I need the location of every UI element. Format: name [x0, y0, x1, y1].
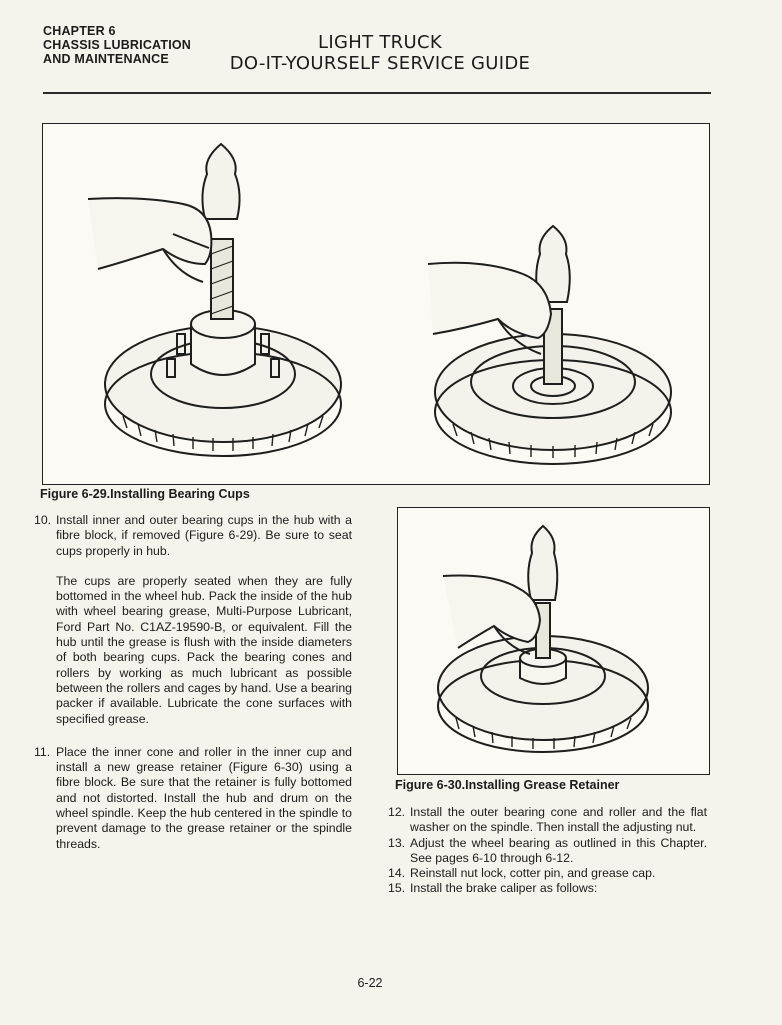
- step-number: 10.: [34, 513, 52, 527]
- header-divider: [43, 92, 711, 94]
- right-column: [388, 805, 707, 897]
- step-13: [388, 836, 707, 867]
- figure-label: Figure 6-30.: [395, 778, 466, 792]
- left-column: [34, 513, 352, 852]
- figure-6-29-illustration: [42, 123, 710, 485]
- figure-title: Installing Grease Retainer: [465, 778, 620, 792]
- figure-6-29-caption: [40, 487, 250, 501]
- guide-line: DO-IT-YOURSELF SERVICE GUIDE: [229, 53, 531, 74]
- step-number: 12.: [388, 805, 406, 819]
- chapter-line: CHASSIS LUBRICATION: [43, 38, 192, 52]
- step-text: Place the inner cone and roller in the inner cup and install a new grease retainer (Figure 6-30) using a fibre block. Be sure that the retainer is fully bottomed and not distorted. Install the hub and drum on the wheel spindle. Keep the hub centered in the spindle to prevent damage to the grease retainer or the spindle threads.: [56, 744, 352, 851]
- figure-6-30-caption: [395, 778, 619, 792]
- grease-retainer-install-drawing: [398, 508, 709, 774]
- step-10: [34, 513, 352, 559]
- bearing-cup-install-drawing: [43, 124, 709, 484]
- step-11: [34, 745, 352, 852]
- step-text: Install the brake caliper as follows:: [410, 881, 598, 896]
- guide-line: LIGHT TRUCK: [318, 32, 442, 53]
- step-text: Adjust the wheel bearing as outlined in this Chapter. See pages 6-10 through 6-12.: [410, 835, 707, 865]
- step-text: Reinstall nut lock, cotter pin, and grease cap.: [410, 866, 656, 881]
- step-number: 15.: [388, 881, 406, 896]
- step-number: 14.: [388, 866, 406, 881]
- step-15: [388, 881, 707, 896]
- chapter-heading: [43, 24, 191, 66]
- step-14: [388, 866, 707, 881]
- step-12: [388, 805, 707, 836]
- figure-label: Figure 6-29.: [40, 487, 111, 501]
- step-text: Install the outer bearing cone and roller and the flat washer on the spindle. Then install the adjusting nut.: [410, 805, 707, 835]
- figure-title: Installing Bearing Cups: [110, 487, 250, 501]
- step-10-note: The cups are properly seated when they are fully bottomed in the wheel hub. Pack the inside of the hub with wheel bearing grease, Multi-Purpose Lubricant, Ford Part No. C1AZ-19590-B, or equivalent. Fill the hub until the grease is flush with the inside diameters of both bearing cups. Pack the bearing cones and rollers by working as much lubricant as possible between the rollers and cages by hand. Use a bearing packer if available. Lubricate the cone surfaces with specified grease.: [56, 573, 352, 726]
- step-text: Install inner and outer bearing cups in the hub with a fibre block, if removed (Figure 6-29). Be sure to seat cups properly in hub.: [56, 513, 352, 558]
- chapter-line: AND MAINTENANCE: [43, 52, 169, 66]
- step-number: 13.: [388, 835, 406, 850]
- page-number: 6-22: [357, 976, 383, 990]
- step-number: 11.: [34, 744, 51, 759]
- guide-title: [210, 32, 550, 74]
- chapter-line: CHAPTER 6: [43, 24, 116, 38]
- figure-6-30-illustration: [397, 507, 710, 775]
